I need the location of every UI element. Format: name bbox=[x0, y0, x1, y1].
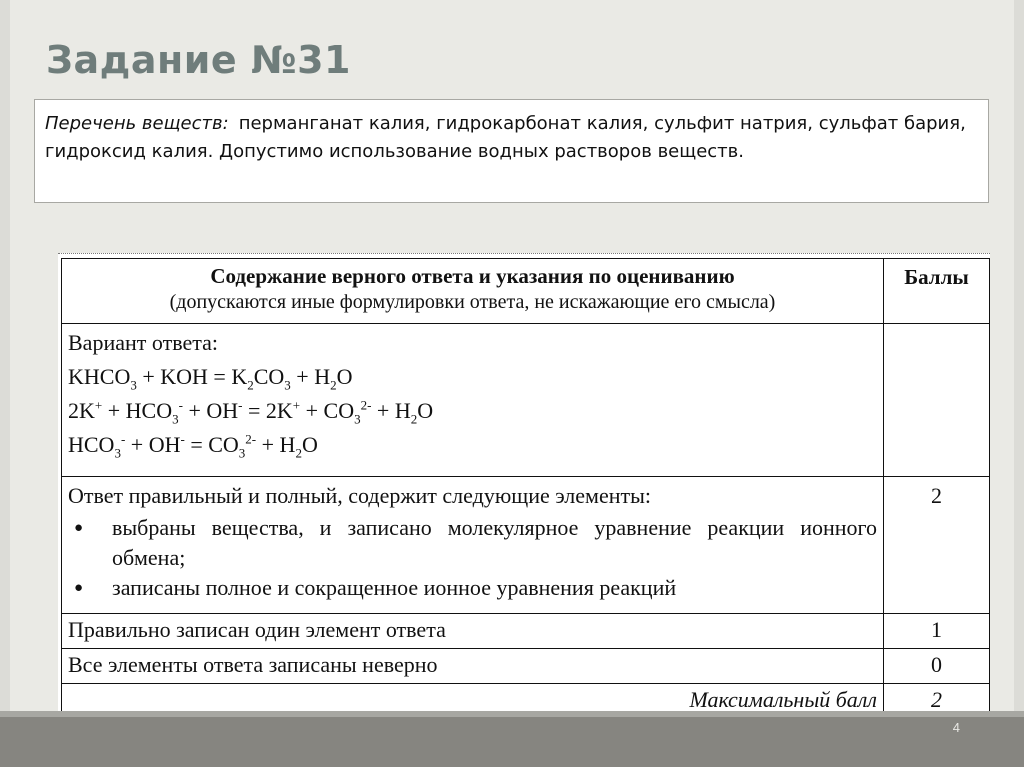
answer-variant-label: Вариант ответа: bbox=[68, 330, 218, 355]
bullet-icon: ● bbox=[74, 580, 84, 596]
substances-box bbox=[34, 99, 989, 203]
criterion-full-row bbox=[62, 477, 990, 614]
criterion-full-text: Ответ правильный и полный, содержит следующие элементы: bbox=[68, 483, 651, 508]
list-item: ● выбраны вещества, и записано молекулярное уравнение реакции ионного обмена; bbox=[74, 515, 877, 570]
equation-full-ionic: $2K^+ + HCO_3^- + OH^- = 2K^+ + CO_3^{2-} + H_2O$ bbox=[68, 397, 434, 427]
max-score-label: Максимальный балл bbox=[62, 684, 884, 712]
criterion-full-points: 2 bbox=[884, 477, 990, 614]
slide-footer bbox=[0, 711, 1024, 767]
header-points-cell: Баллы bbox=[884, 259, 990, 324]
header-content-note: (допускаются иные формулировки ответа, не искажающие его смысла) bbox=[169, 291, 776, 313]
criterion-one-points: 1 bbox=[884, 614, 990, 649]
footer-stripe bbox=[0, 711, 1024, 717]
list-item: ● записаны полное и сокращенное ионное уравнения реакций bbox=[112, 573, 877, 603]
criterion-none-row bbox=[62, 649, 990, 684]
criterion-none-points: 0 bbox=[884, 649, 990, 684]
max-score-row bbox=[62, 684, 990, 712]
scan-cut-line bbox=[58, 253, 990, 256]
criterion-one-row bbox=[62, 614, 990, 649]
grading-table bbox=[61, 258, 990, 711]
criterion-none-text: Все элементы ответа записаны неверно bbox=[62, 649, 884, 684]
header-content-title: Содержание верного ответа и указания по оцениванию bbox=[210, 264, 735, 288]
answer-variant-row bbox=[62, 324, 990, 477]
equation-molecular: $KHCO_3$ + KOH = $K_2CO_3 + H_2O$ bbox=[68, 364, 353, 393]
answer-variant-points-cell bbox=[884, 324, 990, 477]
substances-label: Перечень веществ: bbox=[45, 113, 229, 134]
slide-title: Задание №31 bbox=[46, 38, 351, 82]
equation-short-ionic: $HCO_3^- + OH^- = CO_3^{2-} + H_2O$ bbox=[68, 431, 318, 461]
criterion-full-cell bbox=[62, 477, 884, 614]
table-header-row bbox=[62, 259, 990, 324]
answer-variant-cell bbox=[62, 324, 884, 477]
substances-text: перманганат калия, гидрокарбонат калия, сульфит натрия, сульфат бария, гидроксид калия. Допустимо использование водных растворов веществ. bbox=[45, 113, 966, 162]
bullet-icon: ● bbox=[74, 520, 84, 536]
slide-number: 4 bbox=[952, 720, 960, 735]
criterion-elements-list bbox=[68, 513, 877, 603]
criterion-one-text: Правильно записан один элемент ответа bbox=[62, 614, 884, 649]
answer-document bbox=[58, 253, 990, 711]
max-score-points: 2 bbox=[884, 684, 990, 712]
header-content-cell bbox=[62, 259, 884, 324]
